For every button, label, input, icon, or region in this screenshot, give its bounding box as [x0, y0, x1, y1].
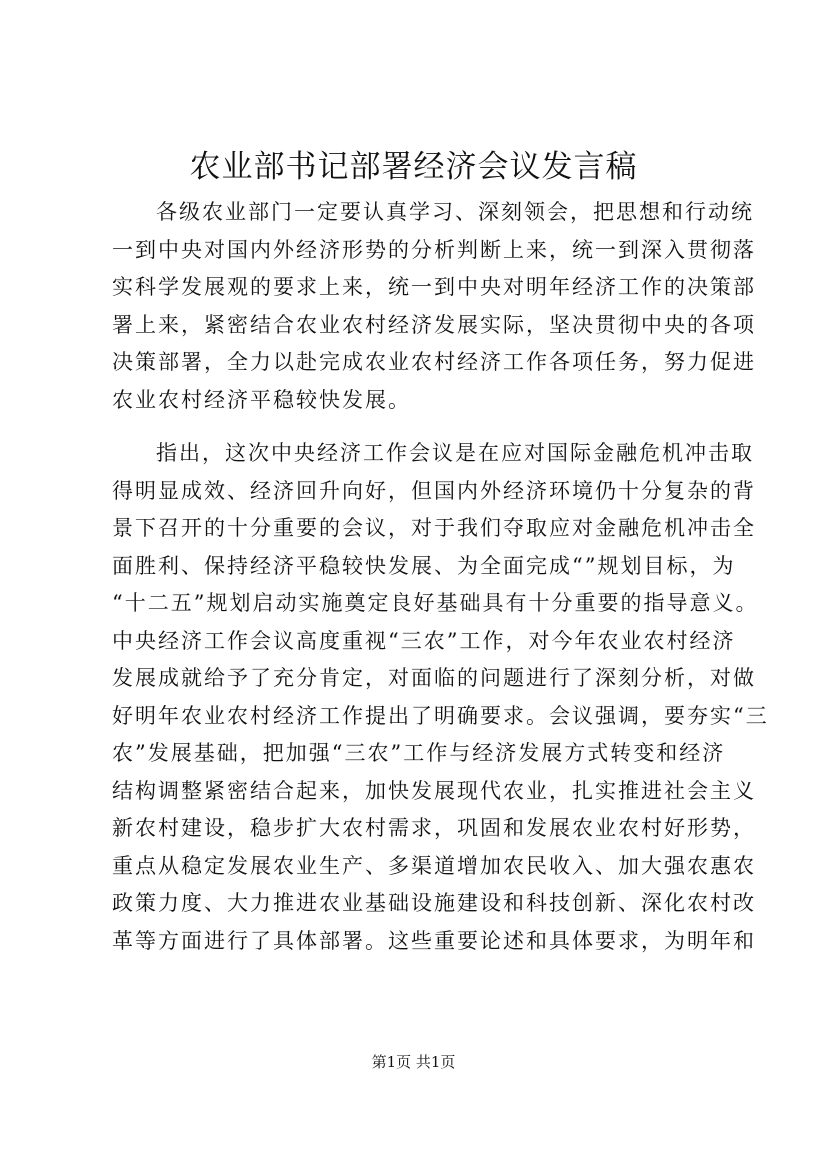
paragraph-1: [112, 194, 756, 419]
paragraph-line: 重点从稳定发展农业生产、多渠道增加农民收入、加大强农惠农: [112, 853, 756, 878]
paragraph-line: 发展成就给予了充分肯定，对面临的问题进行了深刻分析，对做: [112, 666, 756, 690]
paragraph-line: 好明年农业农村经济工作提出了明确要求。会议强调，要夯实“三: [112, 703, 769, 728]
document-body: [112, 194, 769, 960]
paragraph-line: 得明显成效、经济回升向好，但国内外经济环境仍十分复杂的背: [112, 478, 756, 503]
paragraph-line: 农”发展基础，把加强“三农”工作与经济发展方式转变和经济: [112, 741, 726, 765]
paragraph-line: 革等方面进行了具体部署。这些重要论述和具体要求，为明年和: [112, 928, 756, 953]
paragraph-line: 政策力度、大力推进农业基础设施建设和科技创新、深化农村改: [112, 891, 756, 915]
paragraph-line: 署上来，紧密结合农业农村经济发展实际，坚决贯彻中央的各项: [112, 312, 756, 337]
page-footer: 第1页 共1页: [371, 1053, 456, 1071]
paragraph-line: 景下召开的十分重要的会议，对于我们夺取应对金融危机冲击全: [112, 516, 756, 540]
document-title: 农业部书记部署经济会议发言稿: [189, 149, 638, 185]
paragraph-line: 新农村建设，稳步扩大农村需求，巩固和发展农业农村好形势，: [112, 816, 756, 840]
paragraph-line: 一到中央对国内外经济形势的分析判断上来，统一到深入贯彻落: [112, 237, 756, 262]
paragraph-line: 面胜利、保持经济平稳较快发展、为全面完成“”规划目标，为: [112, 553, 736, 578]
paragraph-line: 结构调整紧密结合起来，加快发展现代农业，扎实推进社会主义: [112, 778, 756, 803]
paragraph-line: 决策部署，全力以赴完成农业农村经济工作各项任务，努力促进: [112, 350, 756, 374]
paragraph-line: 各级农业部门一定要认真学习、深刻领会，把思想和行动统: [156, 200, 754, 224]
paragraph-line: 农业农村经济平稳较快发展。: [112, 387, 411, 412]
paragraph-line: “十二五”规划启动实施奠定良好基础具有十分重要的指导意义。: [112, 591, 759, 615]
paragraph-2: [112, 435, 769, 960]
paragraph-line: 中央经济工作会议高度重视“三农”工作，对今年农业农村经济: [112, 628, 736, 653]
paragraph-line: 实科学发展观的要求上来，统一到中央对明年经济工作的决策部: [112, 275, 756, 299]
paragraph-line: 指出，这次中央经济工作会议是在应对国际金融危机冲击取: [156, 441, 754, 465]
paragraph-spacing: [112, 419, 732, 435]
